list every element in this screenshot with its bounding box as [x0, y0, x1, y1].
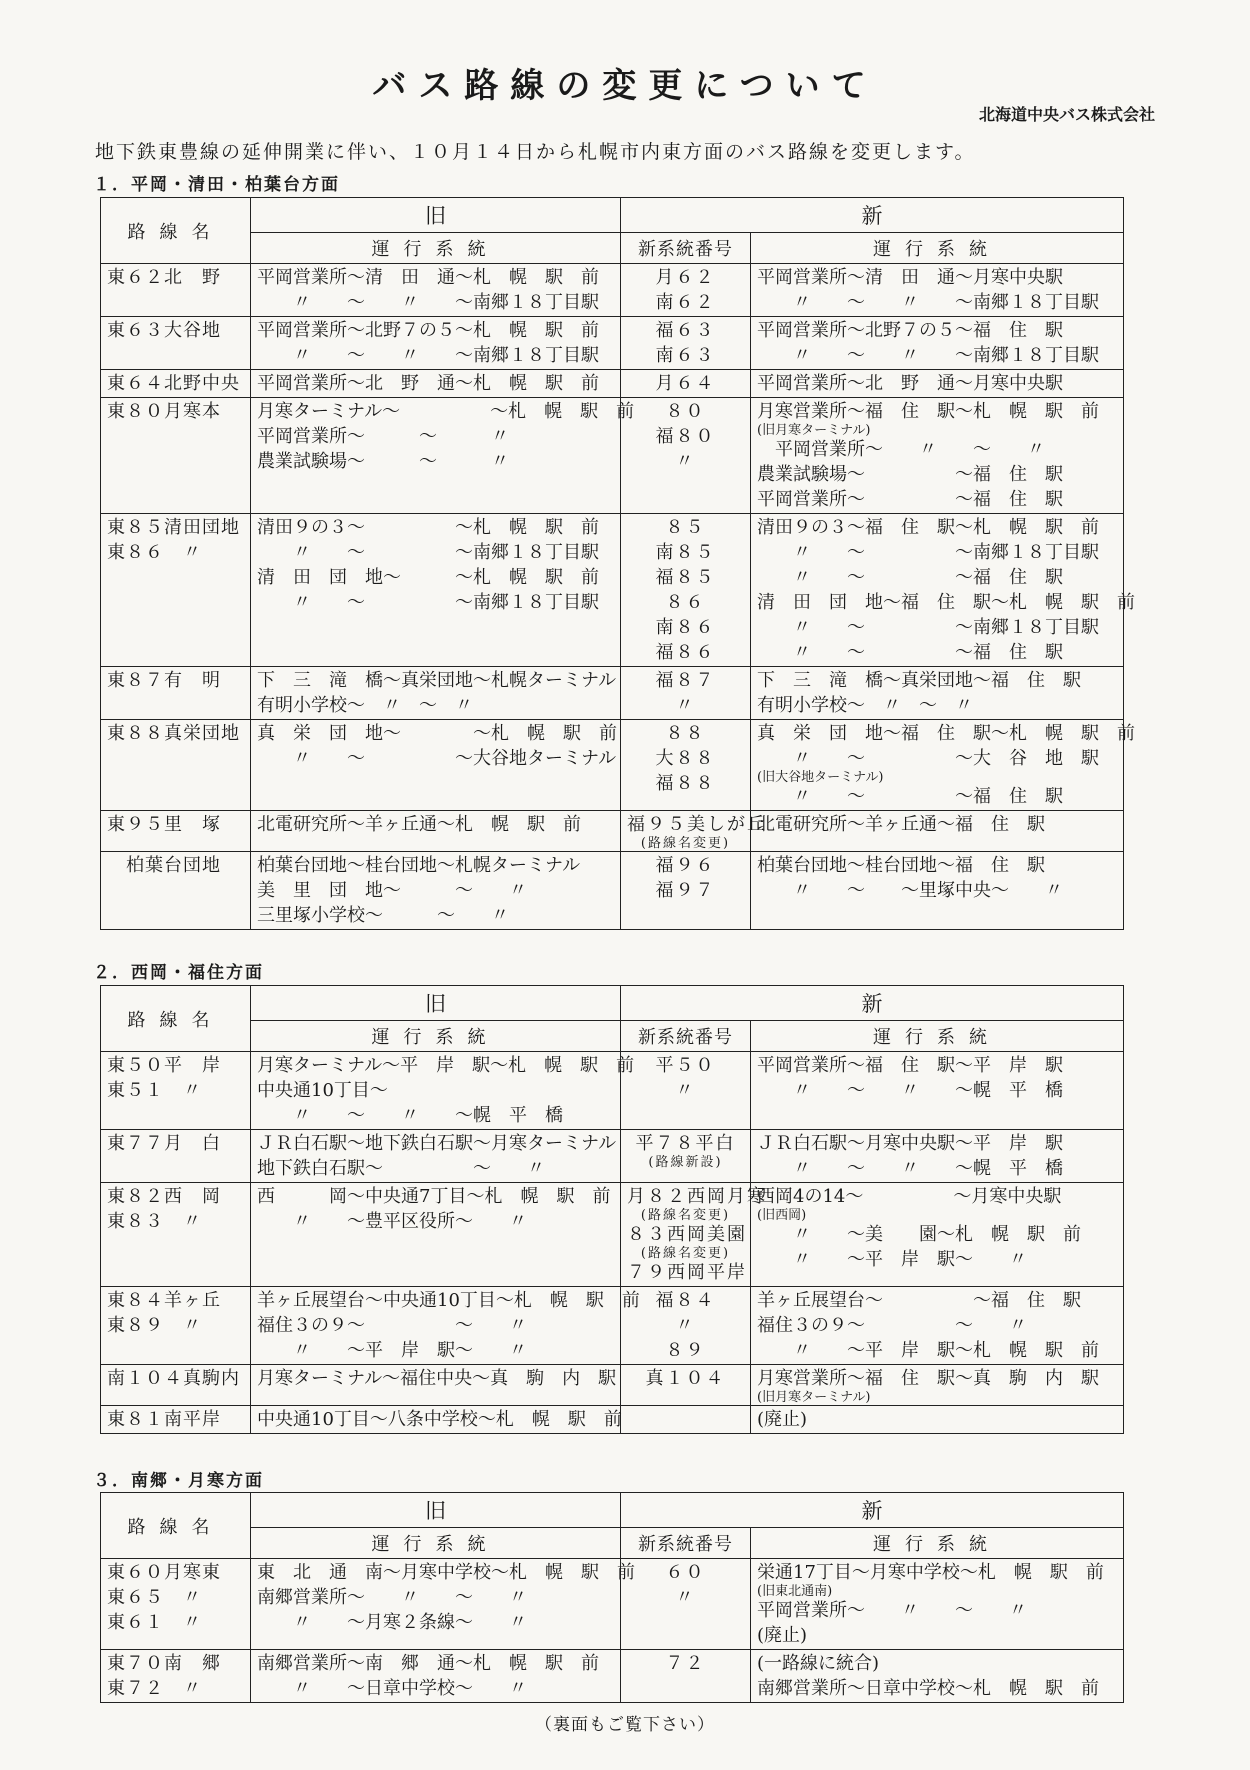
cell-line: 南６２: [655, 292, 716, 313]
cell-line: 東８４羊ヶ丘: [107, 1290, 221, 1311]
cell-line: 〃 ～ 〃 ～幌 平 橋: [757, 1158, 1063, 1179]
cell-line: (廃止): [757, 1625, 808, 1646]
cell-line: 東７７月 白: [107, 1133, 221, 1154]
new-number-cell: [621, 720, 751, 811]
cell-line: 〃 ～ 〃 ～幌 平 橋: [757, 1080, 1063, 1101]
cell-line: 東５１ 〃: [107, 1080, 202, 1101]
cell-line: 農業試験場～ ～福 住 駅: [757, 464, 1063, 485]
cell-line: 平岡営業所～清 田 通～札 幌 駅 前: [257, 267, 599, 288]
table-row: [101, 1365, 1124, 1406]
cell-line: 平岡営業所～ ～ 〃: [257, 426, 509, 447]
cell-line: 柏葉台団地～桂台団地～福 住 駅: [757, 855, 1045, 876]
cell-line: 〃: [675, 1080, 696, 1101]
cell-line: 清 田 団 地～福 住 駅～札 幌 駅 前: [757, 592, 1135, 613]
route-name-cell: [101, 264, 251, 317]
cell-line: 有明小学校～ 〃 ～ 〃: [757, 695, 973, 716]
new-system-cell: [751, 667, 1124, 720]
new-system-header: 運行系統: [751, 1021, 1124, 1052]
old-header: 旧: [251, 1493, 621, 1528]
cell-line: 東７０南 郷: [107, 1653, 221, 1674]
cell-line: 南郷営業所～日章中学校～札 幌 駅 前: [757, 1678, 1099, 1699]
cell-line: (旧東北通南): [757, 1584, 833, 1599]
cell-line: 福８０: [655, 426, 716, 447]
cell-line: 〃 ～ ～南郷１８丁目駅: [257, 592, 599, 613]
new-number-header: 新系統番号: [621, 1528, 751, 1559]
table-row: [101, 811, 1124, 852]
cell-line: 平５０: [655, 1055, 716, 1076]
cell-line: 福８４: [655, 1290, 716, 1311]
new-system-cell: [751, 1183, 1124, 1287]
cell-line: 福９７: [655, 880, 716, 901]
new-system-cell: [751, 811, 1124, 852]
new-system-cell: [751, 1287, 1124, 1365]
old-system-cell: [251, 720, 621, 811]
old-system-cell: [251, 1365, 621, 1406]
route-name-cell: [101, 1406, 251, 1434]
route-name-header: 路線名: [101, 1493, 251, 1559]
new-system-cell: [751, 514, 1135, 667]
cell-line: 真 栄 団 地～ ～札 幌 駅 前: [257, 723, 617, 744]
header-row: [101, 1493, 1124, 1528]
cell-line: 〃 ～ ～福 住 駅: [757, 642, 1063, 663]
cell-line: 月６４: [655, 373, 716, 394]
new-number-cell: [621, 514, 751, 667]
cell-line: ８８: [665, 723, 706, 744]
route-name-cell: [101, 1130, 251, 1183]
new-system-cell: [751, 264, 1124, 317]
cell-line: 〃 ～日章中学校～ 〃: [257, 1678, 527, 1699]
cell-line: 南郷営業所～ 〃 ～ 〃: [257, 1587, 527, 1608]
new-number-header: 新系統番号: [621, 1021, 751, 1052]
new-number-cell: [621, 1650, 751, 1703]
cell-line: 北電研究所～羊ヶ丘通～札 幌 駅 前: [257, 814, 581, 835]
table-row: [101, 398, 1124, 514]
route-name-cell: [101, 1559, 251, 1650]
route-name-header: 路線名: [101, 986, 251, 1052]
new-number-cell: [621, 811, 767, 852]
cell-line: 真 栄 団 地～福 住 駅～札 幌 駅 前: [757, 723, 1135, 744]
cell-line: 〃 ～ ～大谷地ターミナル: [257, 748, 617, 769]
cell-line: 〃: [675, 1315, 696, 1336]
cell-line: 〃 ～平 岸 駅～札 幌 駅 前: [757, 1340, 1099, 1361]
new-system-cell: [751, 720, 1135, 811]
cell-line: (路線名変更): [640, 836, 731, 851]
old-system-cell: [251, 1052, 635, 1130]
cell-line: 東８０月寒本: [107, 401, 221, 422]
route-name-cell: [101, 720, 251, 811]
new-system-cell: [751, 370, 1124, 398]
section-title: １．平岡・清田・柏葉台方面: [93, 175, 340, 195]
route-name-cell: [101, 1650, 251, 1703]
old-system-cell: [251, 1183, 621, 1287]
cell-line: 福８８: [655, 773, 716, 794]
new-header: 新: [621, 1493, 1124, 1528]
cell-line: 美 里 団 地～ ～ 〃: [257, 880, 527, 901]
cell-line: 東８１南平岸: [107, 1409, 221, 1430]
new-number-cell: [621, 1287, 751, 1365]
cell-line: (旧月寒ターミナル): [757, 1390, 871, 1405]
new-system-cell: [751, 852, 1124, 930]
old-header: 旧: [251, 198, 621, 233]
cell-line: 東６２北 野: [107, 267, 221, 288]
cell-line: 東６４北野中央: [107, 373, 240, 394]
cell-line: 月寒営業所～福 住 駅～札 幌 駅 前: [757, 401, 1099, 422]
cell-line: 月寒ターミナル～平 岸 駅～札 幌 駅 前: [257, 1055, 635, 1076]
page-title: バス路線の変更について: [372, 66, 878, 106]
table-row: [101, 720, 1124, 811]
cell-line: ６０: [665, 1562, 706, 1583]
new-system-cell: [751, 1650, 1124, 1703]
new-number-cell: [621, 1183, 767, 1287]
cell-line: 福６３: [655, 320, 716, 341]
cell-line: 東５０平 岸: [107, 1055, 221, 1076]
route-name-cell: [101, 514, 251, 667]
cell-line: (路線名変更): [640, 1208, 731, 1223]
cell-line: 〃 ～ 〃 ～南郷１８丁目駅: [257, 345, 599, 366]
header-row: [101, 1528, 1124, 1559]
section-title: ２．西岡・福住方面: [93, 963, 264, 983]
cell-line: 福住３の９～ ～ 〃: [257, 1315, 527, 1336]
old-system-cell: [251, 370, 621, 398]
table-row: [101, 852, 1124, 930]
old-system-cell: [251, 317, 621, 370]
route-name-cell: [101, 1183, 251, 1287]
cell-line: 〃 ～ ～南郷１８丁目駅: [757, 542, 1099, 563]
cell-line: 〃 ～ ～里塚中央～ 〃: [757, 880, 1063, 901]
cell-line: 東８９ 〃: [107, 1315, 202, 1336]
cell-line: 中央通10丁目～: [257, 1080, 388, 1101]
new-system-header: 運行系統: [751, 233, 1124, 264]
new-number-cell: [621, 1052, 751, 1130]
old-system-cell: [251, 1559, 635, 1650]
cell-line: 福９６: [655, 855, 716, 876]
table-row: [101, 514, 1124, 667]
route-table-2: [100, 985, 1124, 1434]
cell-line: ８５: [665, 517, 706, 538]
cell-line: 平岡営業所～北 野 通～札 幌 駅 前: [257, 373, 599, 394]
header-row: [101, 198, 1124, 233]
cell-line: 〃: [675, 451, 696, 472]
cell-line: 〃: [675, 695, 696, 716]
cell-line: ８９: [665, 1340, 706, 1361]
old-system-header: 運行系統: [251, 1528, 621, 1559]
cell-line: 真１０４: [645, 1368, 726, 1389]
cell-line: 東６１ 〃: [107, 1612, 202, 1633]
table-row: [101, 1130, 1124, 1183]
old-system-cell: [251, 1650, 621, 1703]
cell-line: 〃 ～ 〃 ～幌 平 橋: [257, 1105, 563, 1126]
table-row: [101, 1650, 1124, 1703]
route-name-cell: [101, 1052, 251, 1130]
old-system-header: 運行系統: [251, 1021, 621, 1052]
cell-line: 有明小学校～ 〃 ～ 〃: [257, 695, 473, 716]
table-row: [101, 1183, 1124, 1287]
cell-line: 北電研究所～羊ヶ丘通～福 住 駅: [757, 814, 1045, 835]
cell-line: 〃 ～平 岸 駅～ 〃: [757, 1249, 1027, 1270]
cell-line: 福９５美しが丘: [627, 814, 767, 835]
cell-line: 大８８: [655, 748, 716, 769]
cell-line: 〃 ～ 〃 ～南郷１８丁目駅: [757, 345, 1099, 366]
cell-line: 東８８真栄団地: [107, 723, 240, 744]
cell-line: (路線名変更): [640, 1246, 731, 1261]
table-row: [101, 1559, 1124, 1650]
route-name-cell: [101, 398, 251, 514]
company-name: 北海道中央バス株式会社: [978, 105, 1155, 124]
cell-line: 〃 ～ 〃 ～南郷１８丁目駅: [757, 292, 1099, 313]
cell-line: 〃 ～平 岸 駅～ 〃: [257, 1340, 527, 1361]
old-system-cell: [251, 852, 621, 930]
table-row: [101, 370, 1124, 398]
old-system-cell: [251, 667, 621, 720]
new-system-cell: [751, 1559, 1124, 1650]
old-system-cell: [251, 1130, 621, 1183]
cell-line: 三里塚小学校～ ～ 〃: [257, 905, 509, 926]
intro-text: 地下鉄東豊線の延伸開業に伴い、１０月１４日から札幌市内東方面のバス路線を変更します。: [95, 141, 976, 163]
cell-line: ８６: [665, 592, 706, 613]
new-number-cell: [621, 264, 751, 317]
cell-line: 清田９の３～ ～札 幌 駅 前: [257, 517, 599, 538]
cell-line: 福８５: [655, 567, 716, 588]
cell-line: ７９西岡平岸: [627, 1262, 747, 1283]
route-name-cell: [101, 370, 251, 398]
cell-line: (廃止): [757, 1409, 808, 1430]
cell-line: 平岡営業所～北野７の５～札 幌 駅 前: [257, 320, 599, 341]
cell-line: 福８７: [655, 670, 716, 691]
cell-line: 東７２ 〃: [107, 1678, 202, 1699]
cell-line: 平岡営業所～清 田 通～月寒中央駅: [757, 267, 1063, 288]
old-system-header: 運行系統: [251, 233, 621, 264]
new-system-cell: [751, 1406, 1124, 1434]
cell-line: 南１０４真駒内: [107, 1368, 240, 1389]
route-name-cell: [101, 1287, 251, 1365]
new-number-cell: [621, 398, 751, 514]
cell-line: 東８７有 明: [107, 670, 221, 691]
cell-line: 平岡営業所～ 〃 ～ 〃: [757, 439, 1045, 460]
cell-line: 南８６: [655, 617, 716, 638]
cell-line: 平岡営業所～北 野 通～月寒中央駅: [757, 373, 1063, 394]
cell-line: ８０: [665, 401, 706, 422]
cell-line: 月寒ターミナル～ ～札 幌 駅 前: [257, 401, 635, 422]
header-row: [101, 986, 1124, 1021]
cell-line: 東６３大谷地: [107, 320, 221, 341]
cell-line: 月寒営業所～福 住 駅～真 駒 内 駅: [757, 1368, 1099, 1389]
route-table-3: [100, 1492, 1124, 1703]
cell-line: 清田９の３～福 住 駅～札 幌 駅 前: [757, 517, 1099, 538]
cell-line: 平岡営業所～福 住 駅～平 岸 駅: [757, 1055, 1063, 1076]
table-row: [101, 264, 1124, 317]
new-system-cell: [751, 317, 1124, 370]
cell-line: 〃 ～ ～福 住 駅: [757, 786, 1063, 807]
cell-line: 平７８平白: [635, 1133, 736, 1154]
cell-line: 柏葉台団地～桂台団地～札幌ターミナル: [257, 855, 581, 876]
new-system-cell: [751, 1130, 1124, 1183]
table-row: [101, 667, 1124, 720]
cell-line: 農業試験場～ ～ 〃: [257, 451, 509, 472]
cell-line: 地下鉄白石駅～ ～ 〃: [257, 1158, 545, 1179]
cell-line: 東８５清田団地: [107, 517, 240, 538]
route-table-1: [100, 197, 1135, 930]
cell-line: 〃 ～美 園～札 幌 駅 前: [757, 1224, 1081, 1245]
cell-line: (旧西岡): [757, 1208, 807, 1223]
new-number-cell: [621, 667, 751, 720]
old-system-cell: [251, 1406, 621, 1434]
cell-line: (一路線に統合): [757, 1653, 880, 1674]
old-header: 旧: [251, 986, 621, 1021]
cell-line: 東６５ 〃: [107, 1587, 202, 1608]
old-system-cell: [251, 811, 621, 852]
cell-line: (旧月寒ターミナル): [757, 423, 871, 438]
cell-line: 東６０月寒東: [107, 1562, 221, 1583]
cell-line: 平岡営業所～ ～福 住 駅: [757, 489, 1063, 510]
cell-line: 平岡営業所～ 〃 ～ 〃: [757, 1600, 1027, 1621]
route-name-cell: [101, 1365, 251, 1406]
table-row: [101, 317, 1124, 370]
new-number-cell: [621, 852, 751, 930]
cell-line: ７２: [665, 1653, 706, 1674]
cell-line: 月８２西岡月寒: [627, 1186, 767, 1207]
cell-line: 〃 ～月寒２条線～ 〃: [257, 1612, 527, 1633]
new-system-cell: [751, 1365, 1124, 1406]
header-row: [101, 233, 1124, 264]
cell-line: 南郷営業所～南 郷 通～札 幌 駅 前: [257, 1653, 599, 1674]
cell-line: 月寒ターミナル～福住中央～真 駒 内 駅: [257, 1368, 617, 1389]
route-name-cell: [101, 852, 251, 930]
route-name-cell: [101, 811, 251, 852]
cell-line: 〃 ～ 〃 ～南郷１８丁目駅: [257, 292, 599, 313]
new-number-cell: [621, 1559, 751, 1650]
cell-line: 清 田 団 地～ ～札 幌 駅 前: [257, 567, 599, 588]
header-row: [101, 1021, 1124, 1052]
cell-line: ＪＲ白石駅～月寒中央駅～平 岸 駅: [757, 1133, 1063, 1154]
cell-line: 柏葉台団地: [107, 855, 221, 876]
table-row: [101, 1406, 1124, 1434]
cell-line: 南６３: [655, 345, 716, 366]
new-system-cell: [751, 398, 1124, 514]
cell-line: 下 三 滝 橋～真栄団地～福 住 駅: [757, 670, 1081, 691]
old-system-cell: [251, 1287, 640, 1365]
cell-line: (路線新設): [648, 1155, 723, 1170]
cell-line: 福住３の９～ ～ 〃: [757, 1315, 1027, 1336]
cell-line: 〃 ～ ～福 住 駅: [757, 567, 1063, 588]
cell-line: 東 北 通 南～月寒中学校～札 幌 駅 前: [257, 1562, 635, 1583]
cell-line: ８３西岡美園: [627, 1224, 747, 1245]
new-number-header: 新系統番号: [621, 233, 751, 264]
new-number-cell: [621, 370, 751, 398]
cell-line: 東８２西 岡: [107, 1186, 221, 1207]
new-system-cell: [751, 1052, 1124, 1130]
cell-line: 中央通10丁目～八条中学校～札 幌 駅 前: [257, 1409, 622, 1430]
cell-line: 〃 ～ ～大 谷 地 駅: [757, 748, 1099, 769]
cell-line: 下 三 滝 橋～真栄団地～札幌ターミナル: [257, 670, 617, 691]
table-row: [101, 1052, 1124, 1130]
cell-line: 月６２: [655, 267, 716, 288]
cell-line: 福８６: [655, 642, 716, 663]
new-system-header: 運行系統: [751, 1528, 1124, 1559]
new-number-cell: [621, 1406, 751, 1434]
new-header: 新: [621, 986, 1124, 1021]
cell-line: 栄通17丁目～月寒中学校～札 幌 駅 前: [757, 1562, 1104, 1583]
footer-note: （裏面もご覧下さい）: [535, 1715, 715, 1735]
route-name-cell: [101, 667, 251, 720]
cell-line: 〃 ～豊平区役所～ 〃: [257, 1211, 527, 1232]
cell-line: 羊ヶ丘展望台～中央通10丁目～札 幌 駅 前: [257, 1290, 640, 1311]
cell-line: 〃 ～ ～南郷１８丁目駅: [257, 542, 599, 563]
cell-line: 南８５: [655, 542, 716, 563]
cell-line: 東８３ 〃: [107, 1211, 202, 1232]
old-system-cell: [251, 398, 635, 514]
cell-line: 平岡営業所～北野７の５～福 住 駅: [757, 320, 1063, 341]
new-number-cell: [621, 1365, 751, 1406]
cell-line: 羊ヶ丘展望台～ ～福 住 駅: [757, 1290, 1081, 1311]
cell-line: ＪＲ白石駅～地下鉄白石駅～月寒ターミナル: [257, 1133, 617, 1154]
cell-line: 〃 ～ ～南郷１８丁目駅: [757, 617, 1099, 638]
cell-line: 東８６ 〃: [107, 542, 202, 563]
cell-line: 西 岡～中央通7丁目～札 幌 駅 前: [257, 1186, 611, 1207]
old-system-cell: [251, 264, 621, 317]
route-name-header: 路線名: [101, 198, 251, 264]
new-number-cell: [621, 317, 751, 370]
cell-line: 〃: [675, 1587, 696, 1608]
section-title: ３．南郷・月寒方面: [93, 1471, 264, 1491]
route-name-cell: [101, 317, 251, 370]
table-row: [101, 1287, 1124, 1365]
cell-line: 西岡4の14～ ～月寒中央駅: [757, 1186, 1062, 1207]
old-system-cell: [251, 514, 621, 667]
new-header: 新: [621, 198, 1124, 233]
new-number-cell: [621, 1130, 751, 1183]
cell-line: 東９５里 塚: [107, 814, 221, 835]
cell-line: (旧大谷地ターミナル): [757, 770, 884, 785]
